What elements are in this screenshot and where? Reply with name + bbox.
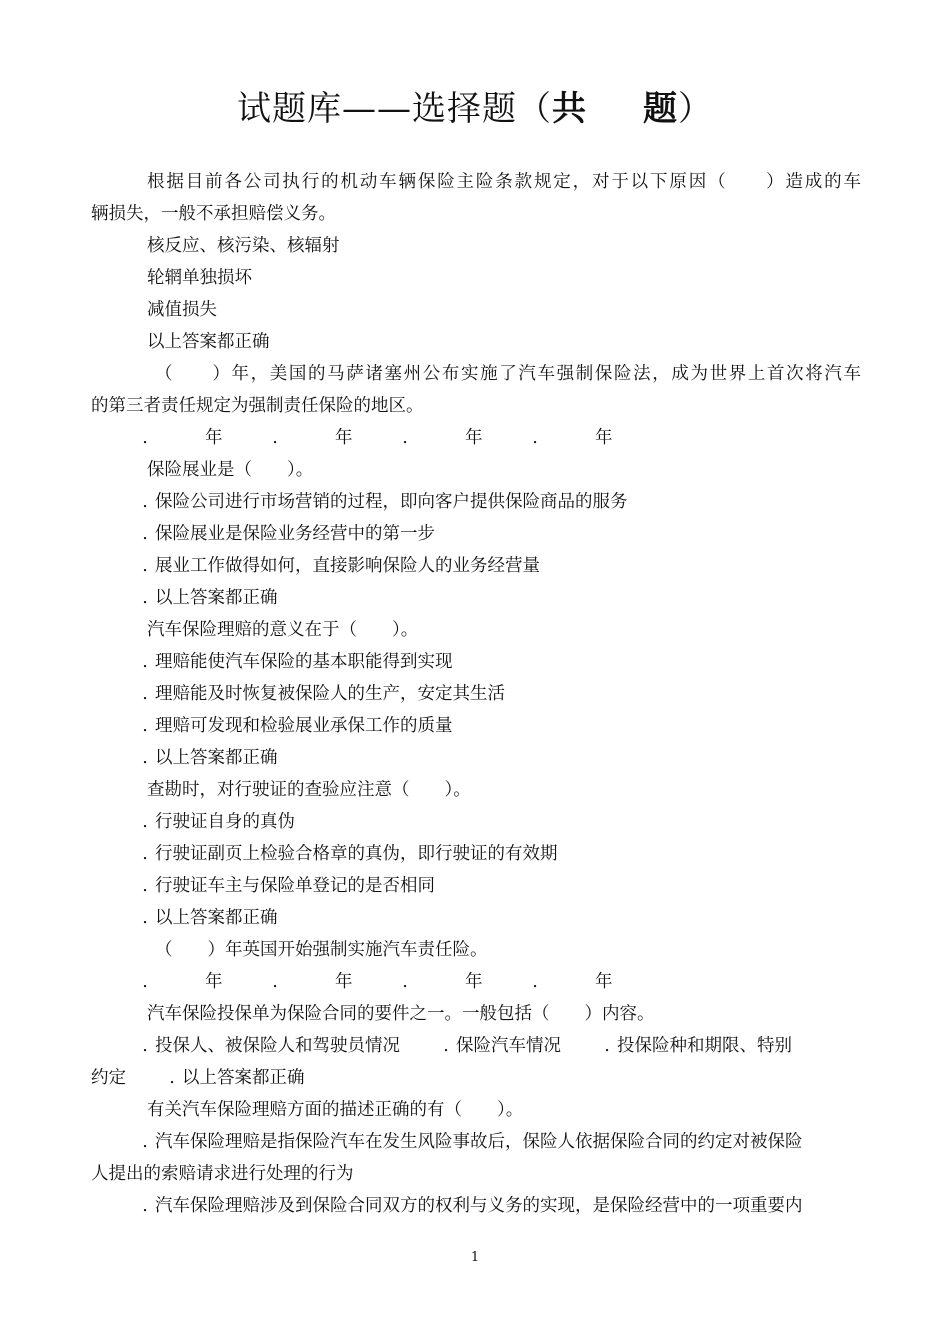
- q7-option-c-cont: 约定: [91, 1068, 126, 1088]
- page-number: 1: [470, 1250, 480, 1265]
- q5-option-c: . 行驶证车主与保险单登记的是否相同: [142, 876, 435, 896]
- q8-option-b-line1: . 汽车保险理赔涉及到保险合同双方的权利与义务的实现，是保险经营中的一项重要内: [142, 1196, 803, 1216]
- q7-options-line1: . 投保人、被保险人和驾驶员情况 . 保险汽车情况 . 投保险种和期限、特别: [142, 1036, 792, 1056]
- q7-option-d: 以上答案都正确: [182, 1068, 305, 1088]
- q7-stem: 汽车保险投保单为保险合同的要件之一。一般包括（ ）内容。: [147, 1004, 655, 1024]
- q6-option-b: . 年: [272, 972, 353, 992]
- q3-option-b: . 保险展业是保险业务经营中的第一步: [142, 524, 435, 544]
- question-list: [91, 166, 861, 1222]
- q7-option-c: 投保险种和期限、特别: [617, 1036, 792, 1056]
- q7-option-b: 保险汽车情况: [456, 1036, 561, 1056]
- q1-stem-line1: 根据目前各公司执行的机动车辆保险主险条款规定，对于以下原因（ ）造成的车: [147, 172, 861, 192]
- q5-option-a: . 行驶证自身的真伪: [142, 812, 295, 832]
- q1-stem-line2: 辆损失，一般不承担赔偿义务。: [91, 204, 336, 224]
- page-title: [0, 86, 950, 132]
- q8-stem: 有关汽车保险理赔方面的描述正确的有（ ）。: [147, 1100, 524, 1120]
- q2-option-d: . 年: [532, 428, 613, 448]
- q4-option-a: . 理赔能使汽车保险的基本职能得到实现: [142, 652, 453, 672]
- q3-stem: 保险展业是（ ）。: [147, 460, 314, 480]
- q1-option-a: 核反应、核污染、核辐射: [147, 236, 340, 256]
- q2-stem-line1: （ ）年，美国的马萨诸塞州公布实施了汽车强制保险法，成为世界上首次将汽车: [155, 364, 861, 384]
- q5-option-d: . 以上答案都正确: [142, 908, 278, 928]
- q2-stem-line2: 的第三者责任规定为强制责任保险的地区。: [91, 396, 424, 416]
- title-bold-gong: 共: [552, 89, 587, 129]
- title-bold-ti: 题: [643, 89, 678, 129]
- q7-option-a: 投保人、被保险人和驾驶员情况: [155, 1036, 400, 1056]
- q1-option-c: 减值损失: [147, 300, 217, 320]
- q2-options-row: [91, 422, 655, 454]
- q6-option-a: . 年: [142, 972, 223, 992]
- q3-option-c: . 展业工作做得如何，直接影响保险人的业务经营量: [142, 556, 540, 576]
- q4-option-c: . 理赔可发现和检验展业承保工作的质量: [142, 716, 453, 736]
- q2-option-b: . 年: [272, 428, 353, 448]
- title-suffix: ）: [678, 89, 713, 129]
- q3-option-a: . 保险公司进行市场营销的过程，即向客户提供保险商品的服务: [142, 492, 628, 512]
- q6-option-c: . 年: [402, 972, 483, 992]
- q2-option-c: . 年: [402, 428, 483, 448]
- q6-options-row: [91, 966, 655, 998]
- q6-option-d: . 年: [532, 972, 613, 992]
- q4-option-d: . 以上答案都正确: [142, 748, 278, 768]
- q6-stem: （ ）年英国开始强制实施汽车责任险。: [155, 940, 488, 960]
- title-prefix: 试题库——选择题（: [237, 89, 552, 129]
- q3-option-d: . 以上答案都正确: [142, 588, 278, 608]
- q8-option-a-line2: 人提出的索赔请求进行处理的行为: [91, 1164, 354, 1184]
- q1-option-b: 轮辋单独损坏: [147, 268, 252, 288]
- q2-option-a: . 年: [142, 428, 223, 448]
- q5-stem: 查勘时，对行驶证的查验应注意（ ）。: [147, 780, 471, 800]
- q4-stem: 汽车保险理赔的意义在于（ ）。: [147, 620, 419, 640]
- q4-option-b: . 理赔能及时恢复被保险人的生产，安定其生活: [142, 684, 505, 704]
- q1-option-d: 以上答案都正确: [147, 332, 270, 352]
- q5-option-b: . 行驶证副页上检验合格章的真伪，即行驶证的有效期: [142, 844, 558, 864]
- q7-options-line2: 约定 . 以上答案都正确: [91, 1068, 305, 1088]
- q8-option-a-line1: . 汽车保险理赔是指保险汽车在发生风险事故后，保险人依据保险合同的约定对被保险: [142, 1132, 803, 1152]
